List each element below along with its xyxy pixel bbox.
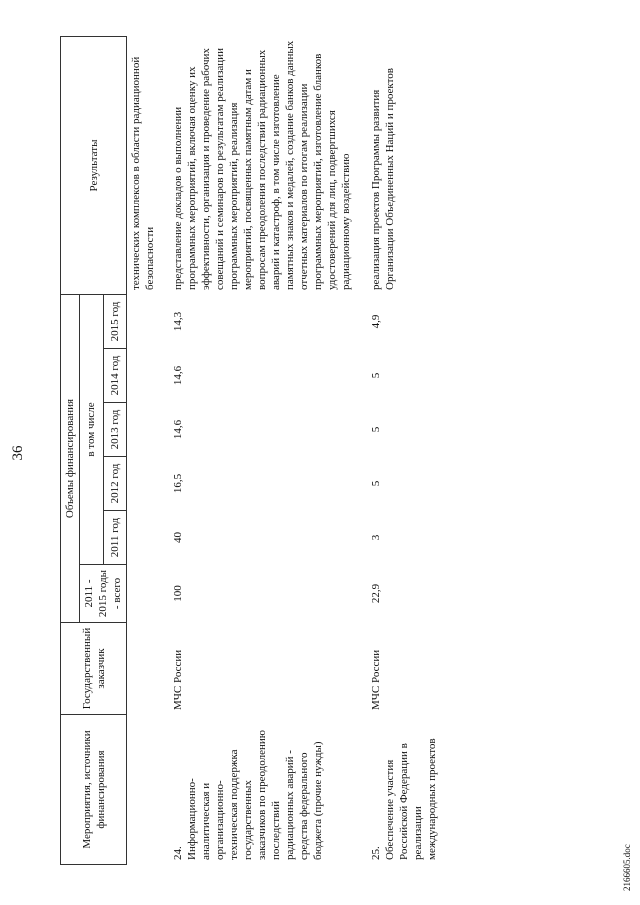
page-number: 36: [10, 445, 26, 461]
results-cell: технических комплексов в области радиационной безопасности: [130, 56, 156, 290]
activity-text: Информационно-аналитическая и организационно-техническая поддержка государственных заказчиков по преодолению последствий радиационных аварий - средства федерального бюджета (прочие нужды): [186, 730, 324, 860]
header-row-1: [61, 37, 80, 865]
y2013-cell: 5: [370, 426, 382, 433]
table-row-continuation: [127, 37, 166, 865]
customer-cell: МЧС России: [172, 649, 184, 710]
header-activity: Мероприятия, источники финансирования: [61, 715, 127, 865]
table-row: [165, 37, 363, 865]
y2015-cell: 4,9: [370, 314, 382, 329]
header-2014: 2014 год: [103, 349, 127, 403]
y2015-cell: 14,3: [172, 311, 184, 332]
y2012-cell: 5: [370, 480, 382, 487]
header-2011: 2011 год: [103, 511, 127, 565]
financing-table: [60, 36, 449, 865]
y2012-cell: 16,5: [172, 473, 184, 494]
total-cell: 22,9: [370, 583, 382, 604]
y2014-cell: 14,6: [172, 365, 184, 386]
header-results: Результаты: [61, 37, 127, 295]
activity-cell: [363, 715, 449, 865]
document-id: 2166605.doc: [622, 844, 632, 891]
results-cell: представление докладов о выполнении программных мероприятий, включая оценку их эффективности, организация и проведение рабочих совещаний и семинаров по результатам реализации программных мероприятий, реализация мероприятий, посвященных памятным датам и вопросам преодоления последствий радиационных аварий и катастроф, в том числе изготовление памятных знаков и медалей, создание банков данных отчетных материалов по итогам реализации программных мероприятий, изготовление бланков удостоверений для лиц, подвергшихся радиационному воздействию: [172, 40, 352, 290]
row-number: 25.: [370, 846, 382, 860]
y2013-cell: 14,6: [172, 419, 184, 440]
header-2013: 2013 год: [103, 403, 127, 457]
row-number: 24.: [172, 846, 184, 860]
header-2015: 2015 год: [103, 295, 127, 349]
header-including: в том числе: [80, 295, 104, 565]
header-total: 2011 - 2015 годы - всего: [80, 565, 127, 623]
header-2012: 2012 год: [103, 457, 127, 511]
results-cell: реализация проектов Программы развития Организации Объединенных Наций и проектов: [370, 68, 396, 290]
y2014-cell: 5: [370, 372, 382, 379]
activity-text: Обеспечение участия Российской Федерации в реализации международных проектов: [384, 738, 438, 860]
customer-cell: МЧС России: [370, 649, 382, 710]
activity-cell: [165, 715, 363, 865]
total-cell: 100: [172, 585, 184, 602]
y2011-cell: 3: [370, 534, 382, 541]
header-customer: Государственный заказчик: [61, 623, 127, 715]
header-volumes: Объемы финансирования: [61, 295, 80, 623]
y2011-cell: 40: [172, 532, 184, 543]
table-row: [363, 37, 449, 865]
